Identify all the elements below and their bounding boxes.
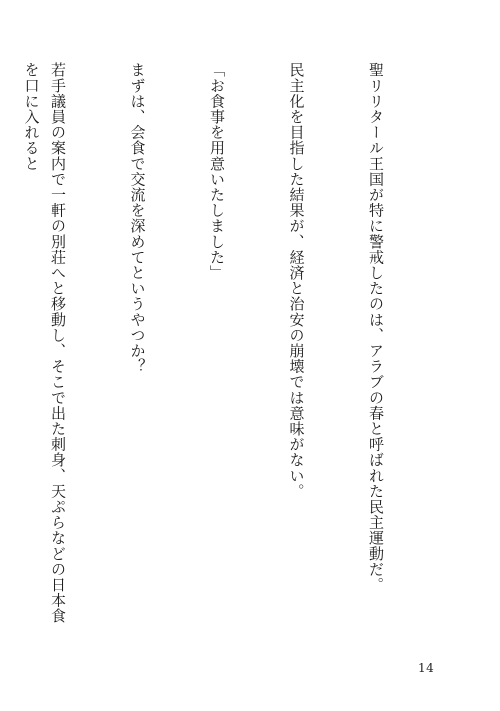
page-number: 14	[418, 661, 435, 675]
text-line: まずは、会食で交流を深めてというやつか？	[128, 62, 147, 374]
vertical-text-block	[22, 62, 442, 632]
text-line: 民主化を目指した結果が、経済と治安の崩壊では意味がない。	[287, 62, 306, 499]
text-line: 「お食事を用意いたしました」	[208, 62, 226, 281]
text-line: 若手議員の案内で一軒の別荘へと移動し、そこで出た刺身、天ぷらなどの日本食を口に入れると	[22, 62, 67, 624]
text-line: 聖リリタール王国が特に警戒したのは、アラブの春と呼ばれた民主運動だ。	[367, 62, 385, 593]
